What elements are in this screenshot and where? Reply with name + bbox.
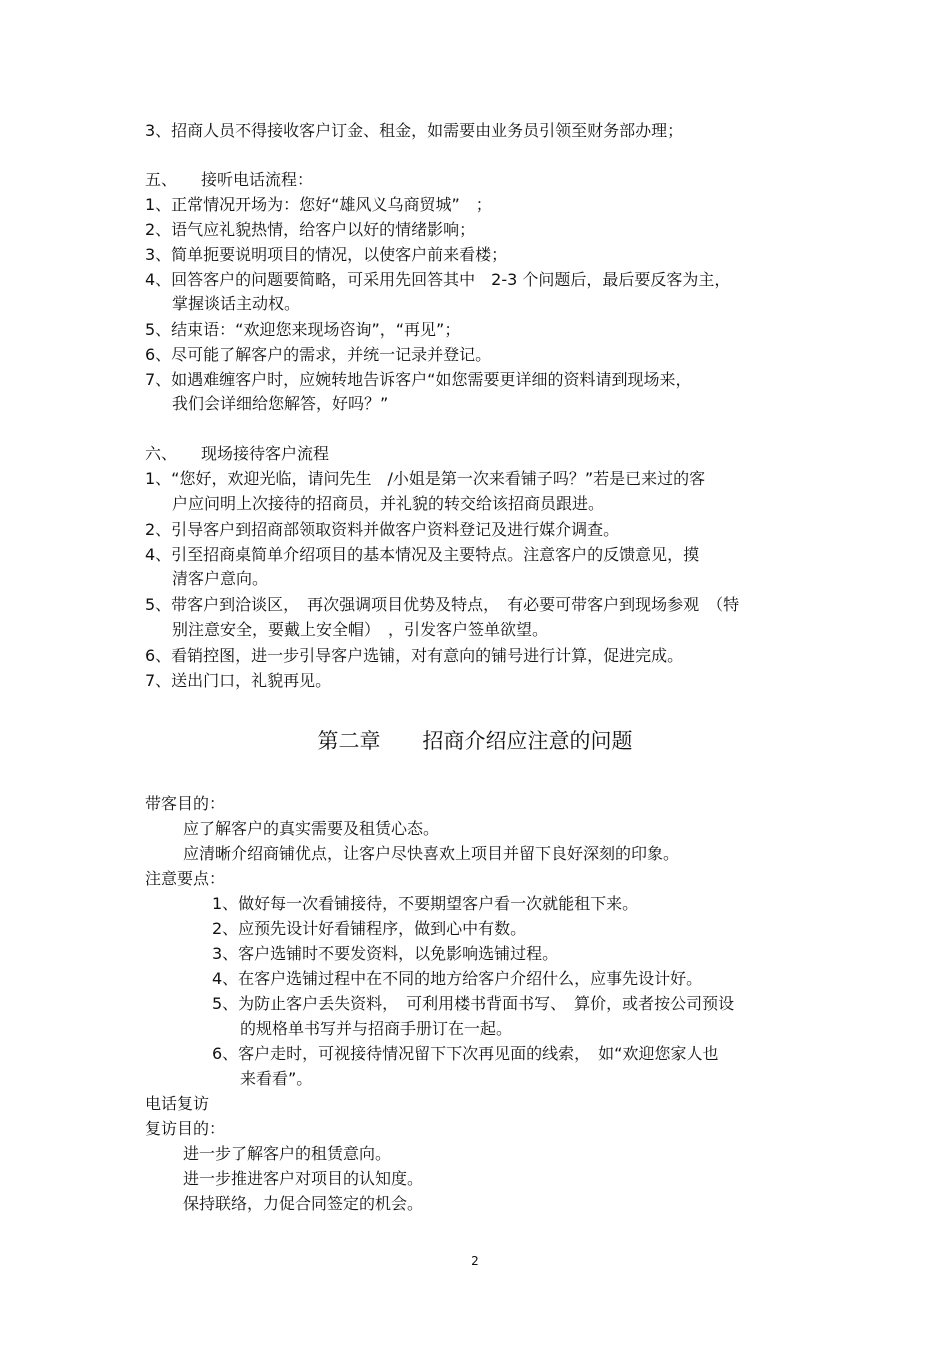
purpose-label: 带客目的： [145,794,226,813]
section-5-item: 7、如遇难缠客户时，应婉转地告诉客户“如您需要更详细的资料请到现场来， [145,370,692,389]
purpose-item: 应了解客户的真实需要及租赁心态。 [183,819,440,838]
phone-followup-heading: 电话复访 [145,1094,210,1113]
point-item: 5、为防止客户丢失资料， 可利用楼书背面书写、 算价，或者按公司预设 [212,994,735,1013]
point-item: 4、在客户选铺过程中在不同的地方给客户介绍什么，应事先设计好。 [212,969,703,988]
section-6-item: 2、引导客户到招商部领取资料并做客户资料登记及进行媒介调查。 [145,520,620,539]
point-item: 1、做好每一次看铺接待，不要期望客户看一次就能租下来。 [212,894,639,913]
section-5-item: 4、回答客户的问题要简略，可采用先回答其中 2-3 个问题后，最后要反客为主， [145,270,731,289]
followup-item: 进一步了解客户的租赁意向。 [183,1144,392,1163]
point-item: 2、应预先设计好看铺程序，做到心中有数。 [212,919,527,938]
point-item: 3、客户选铺时不要发资料，以免影响选铺过程。 [212,944,559,963]
section-5-item-continued: 我们会详细给您解答，好吗？” [172,394,389,413]
followup-item: 进一步推进客户对项目的认知度。 [183,1169,424,1188]
rule-item-3: 3、招商人员不得接收客户订金、租金，如需要由业务员引领至财务部办理； [145,121,684,140]
point-item-continued: 的规格单书写并与招商手册订在一起。 [240,1019,513,1038]
chapter-title: 第二章 招商介绍应注意的问题 [317,729,633,753]
section-6-item: 4、引至招商桌简单介绍项目的基本情况及主要特点。注意客户的反馈意见，摸 [145,545,700,564]
section-5-item: 3、简单扼要说明项目的情况，以使客户前来看楼； [145,245,508,264]
followup-item: 保持联络，力促合同签定的机会。 [183,1194,424,1213]
points-label: 注意要点： [145,869,226,888]
section-6-item-continued: 户应问明上次接待的招商员，并礼貌的转交给该招商员跟进。 [172,494,605,513]
section-6-heading: 六、 现场接待客户流程 [145,444,330,463]
section-6-item: 5、带客户到洽谈区， 再次强调项目优势及特点， 有必要可带客户到现场参观 （特 [145,595,740,614]
section-5-item: 1、正常情况开场为：您好“雄风义乌商贸城” ； [145,195,492,214]
purpose-item: 应清晰介绍商铺优点，让客户尽快喜欢上项目并留下良好深刻的印象。 [183,844,680,863]
point-item: 6、客户走时，可视接待情况留下下次再见面的线索， 如“欢迎您家人也 [212,1044,719,1063]
page-number: 2 [471,1254,479,1268]
section-5-item: 2、语气应礼貌热情，给客户以好的情绪影响； [145,220,476,239]
section-5-heading: 五、 接听电话流程： [145,170,314,189]
section-6-item-continued: 别注意安全，要戴上安全帽） ，引发客户签单欲望。 [172,620,549,639]
section-5-item-continued: 掌握谈话主动权。 [172,294,301,313]
section-6-item: 6、看销控图，进一步引导客户选铺，对有意向的铺号进行计算，促进完成。 [145,646,684,665]
point-item-continued: 来看看”。 [240,1069,313,1088]
section-6-item: 7、送出门口，礼貌再见。 [145,671,332,690]
followup-label: 复访目的： [145,1119,226,1138]
section-5-item: 5、结束语：“欢迎您来现场咨询”，“再见”； [145,320,461,339]
section-5-item: 6、尽可能了解客户的需求，并统一记录并登记。 [145,345,492,364]
section-6-item-continued: 清客户意向。 [172,569,269,588]
section-6-item: 1、“您好，欢迎光临，请问先生 /小姐是第一次来看铺子吗？”若是已来过的客 [145,469,706,488]
